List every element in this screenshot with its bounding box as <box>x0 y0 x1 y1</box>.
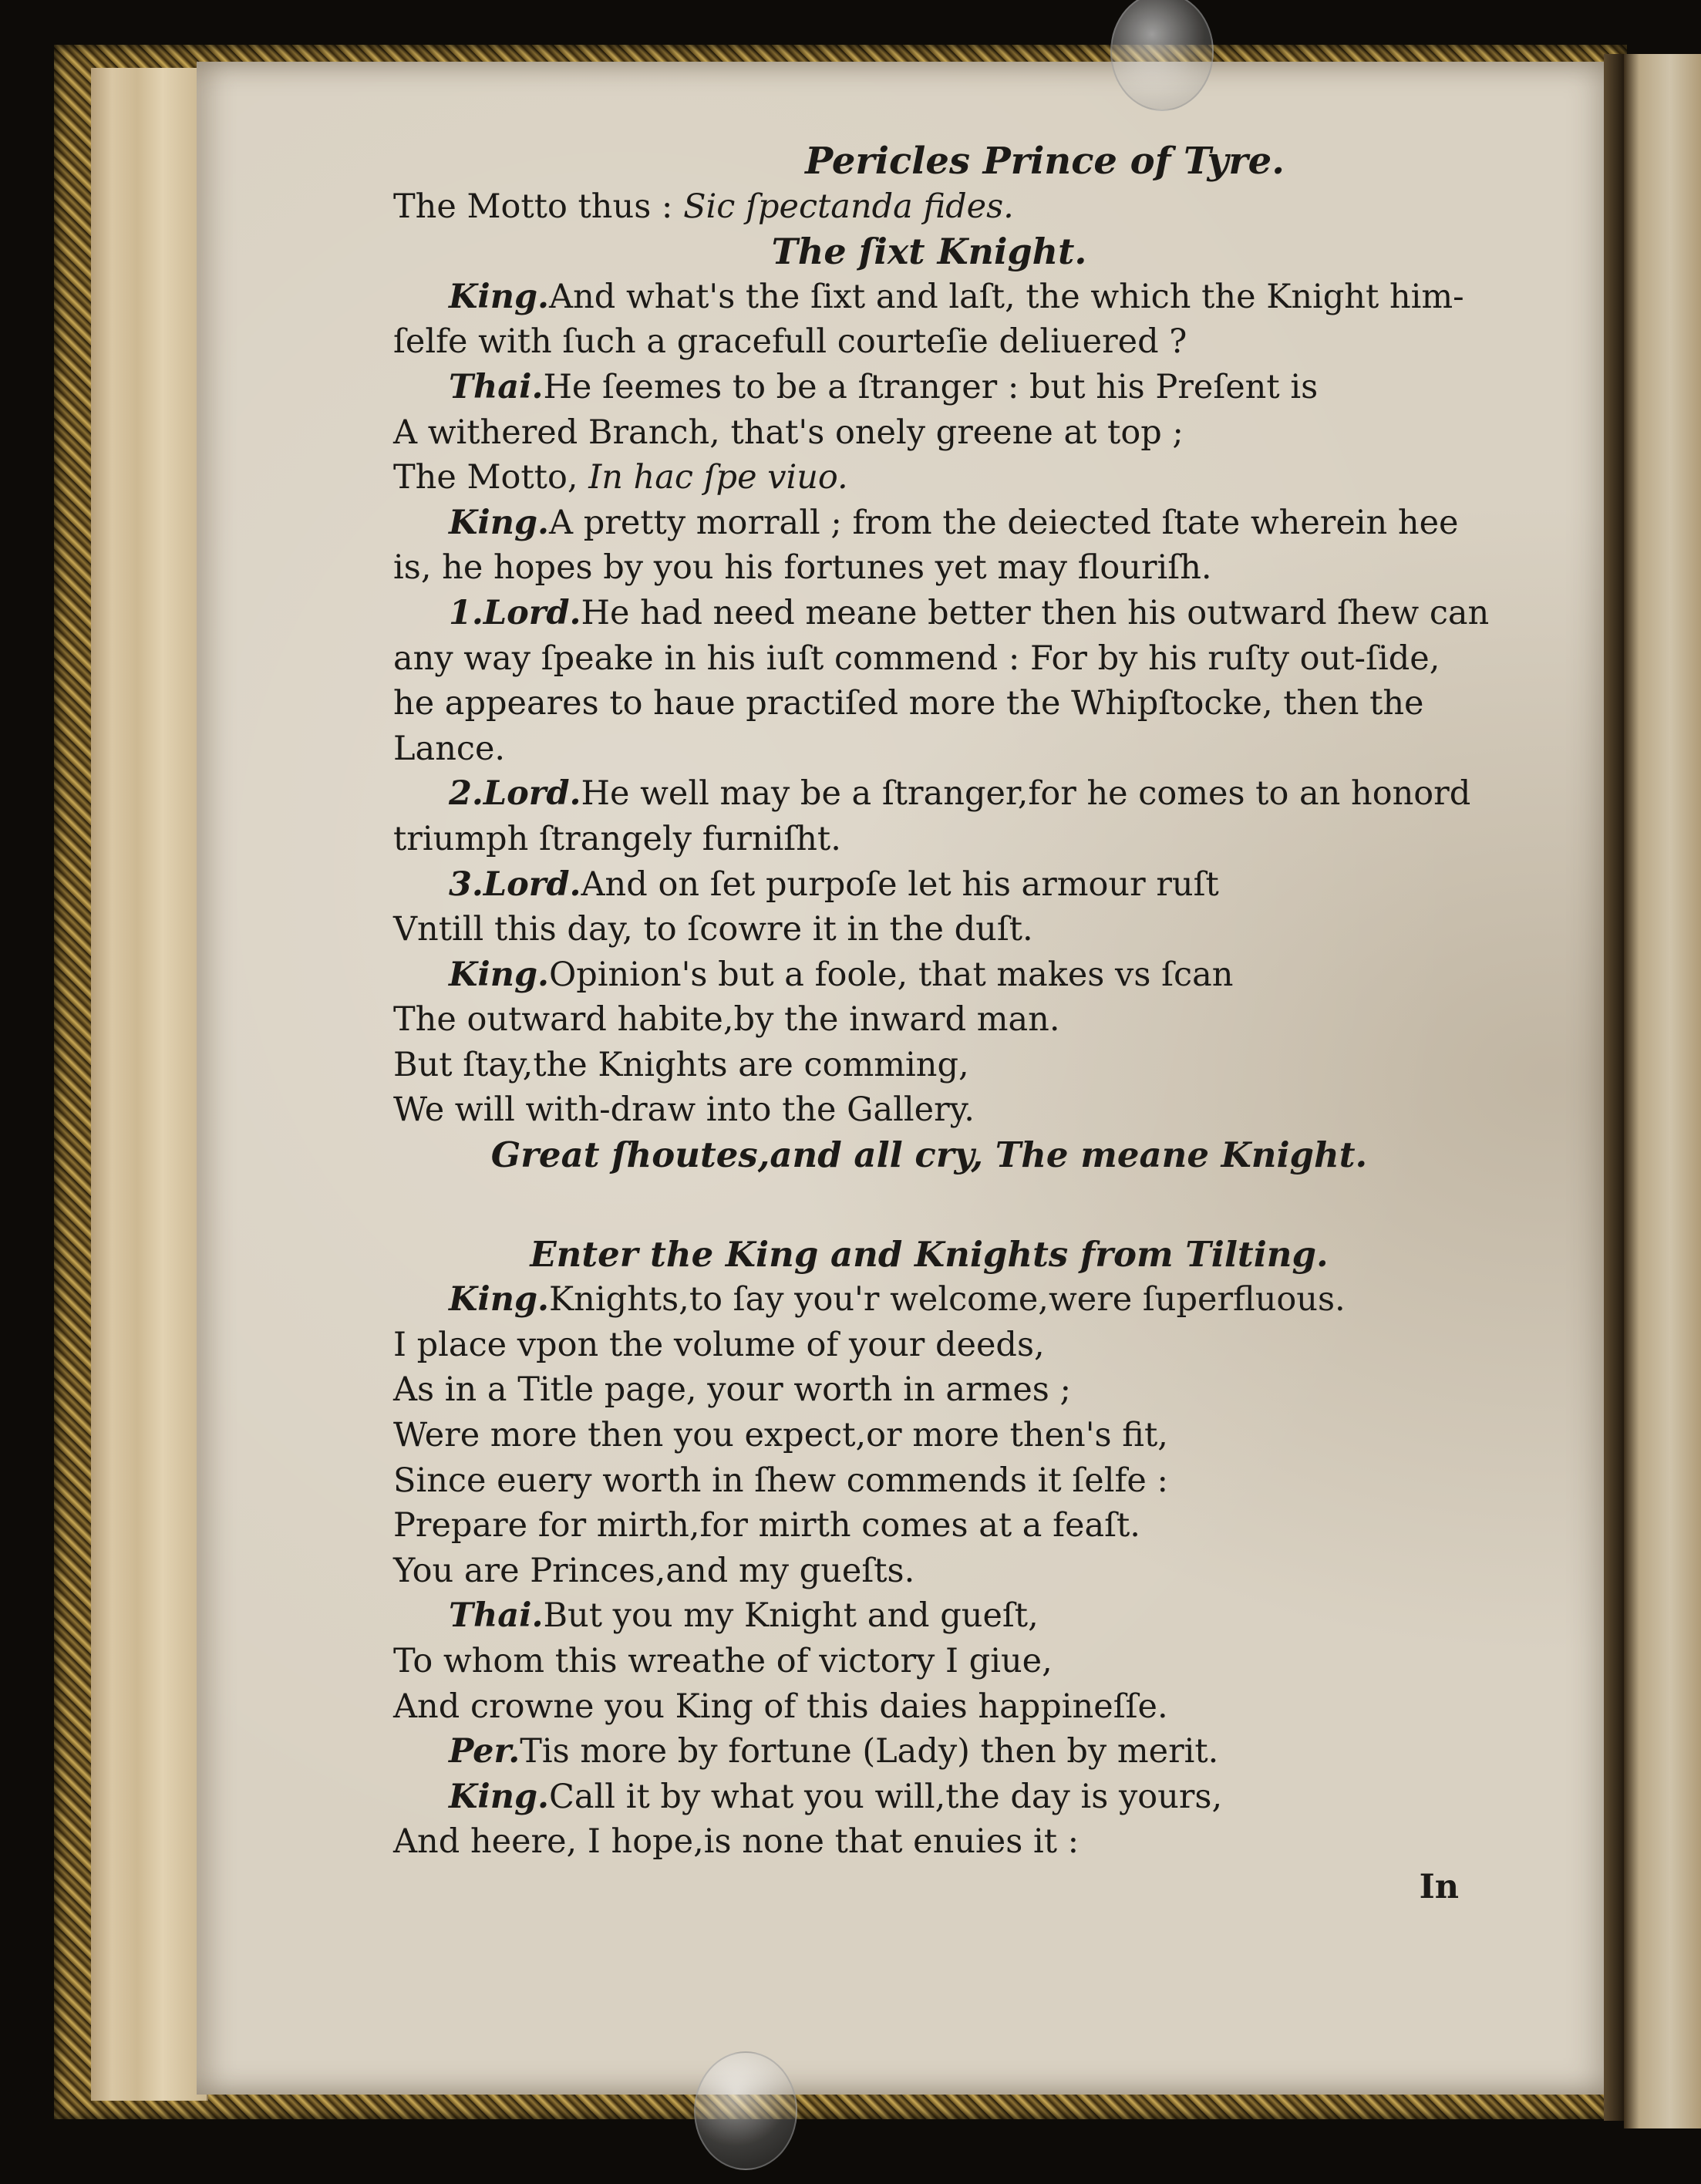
italic-motto: In hac ſpe viuo. <box>588 458 848 497</box>
line-text: The Motto thus : <box>393 187 684 226</box>
line-text: Prepare for mirth,for mirth comes at a feaſt. <box>393 1506 1140 1545</box>
speech-line <box>393 501 1465 546</box>
verse-line <box>393 681 1465 726</box>
speech-line <box>393 771 1471 817</box>
speaker-prefix: Thai. <box>449 1596 544 1636</box>
line-text: He well may be a ſtranger,for he comes to an honord <box>581 774 1471 814</box>
catchword: In <box>1419 1867 1459 1906</box>
speaker-prefix: King. <box>449 503 550 542</box>
line-text: Vntill this day, to ſcowre it in the duſt. <box>393 910 1033 949</box>
speech-line <box>393 591 1490 636</box>
speaker-prefix: King. <box>449 955 550 994</box>
stage-direction <box>393 1133 1465 1178</box>
line-text: Were more then you expect,or more then's fit, <box>393 1416 1168 1455</box>
verse-line <box>393 1639 1465 1684</box>
verse-line <box>393 1503 1465 1549</box>
speech-line <box>393 1277 1465 1323</box>
verse-line <box>393 997 1465 1043</box>
speaker-prefix: 1.Lord. <box>449 593 581 632</box>
line-text: A pretty morrall ; from the deiected ſtate wherein hee <box>549 503 1459 542</box>
line-text: The Motto, <box>393 458 589 497</box>
line-text: Opinion's but a foole, that makes vs ſcan <box>549 955 1234 994</box>
stage-direction <box>393 1232 1465 1278</box>
speech-line <box>393 862 1465 908</box>
line-text: he appeares to haue practiſed more the Whipſtocke, then the <box>393 684 1424 723</box>
speech-line <box>393 275 1465 320</box>
line-text: is, he hopes by you his fortunes yet may flouriſh. <box>393 548 1212 588</box>
verse-line <box>393 410 1465 456</box>
speech-line <box>393 1593 1465 1639</box>
speech-line <box>393 1775 1465 1820</box>
line-text: Lance. <box>393 729 506 768</box>
line-text: And on ſet purpoſe let his armour ruſt <box>581 865 1219 904</box>
line-text: But you my Knight and gueſt, <box>543 1596 1039 1636</box>
verse-line <box>393 907 1465 952</box>
speech-line <box>393 952 1465 998</box>
line-text: And what's the ſixt and laſt, the which the Knight him- <box>549 277 1464 316</box>
line-text: Knights,to ſay you'r welcome,were ſuperfluous. <box>549 1280 1346 1320</box>
verse-line <box>393 1413 1465 1458</box>
speaker-prefix: 3.Lord. <box>449 865 581 904</box>
page-text <box>393 139 1490 1910</box>
line-text: The outward habite,by the inward man. <box>393 1000 1060 1040</box>
line-text: He had need meane better then his outward ſhew can <box>581 593 1490 632</box>
glass-page-weight-bottom <box>694 2051 797 2170</box>
line-text: The ſixt Knight. <box>771 231 1087 273</box>
speaker-prefix: Thai. <box>449 367 544 406</box>
line-text: He ſeemes to be a ſtranger : but his Preſent is <box>543 367 1319 406</box>
verse-line <box>393 184 1465 230</box>
text-lines <box>393 184 1490 1910</box>
verse-line <box>393 1458 1465 1504</box>
line-text: Call it by what you will,the day is yours, <box>549 1777 1223 1816</box>
verse-line <box>393 636 1465 682</box>
line-text: And heere, I hope,is none that enuies it : <box>393 1822 1080 1862</box>
speaker-prefix: 2.Lord. <box>449 774 581 814</box>
verse-line <box>393 1323 1465 1368</box>
verse-line <box>393 455 1465 501</box>
line-text: Since euery worth in ſhew commends it ſelfe : <box>393 1461 1168 1500</box>
verse-line <box>393 1087 1465 1133</box>
running-head: Pericles Prince of Tyre. <box>805 140 1285 183</box>
verse-line <box>393 726 1465 772</box>
verse-line <box>393 545 1465 591</box>
facing-page-edge <box>1624 54 1701 2128</box>
verse-line <box>393 1684 1465 1730</box>
line-text: To whom this wreathe of victory I giue, <box>393 1642 1053 1680</box>
line-text: triumph ſtrangely furniſht. <box>393 819 841 858</box>
page-edges <box>91 68 208 2101</box>
line-text: You are Princes,and my gueſts. <box>393 1551 915 1590</box>
italic-motto: Sic ſpectanda fides. <box>683 187 1014 226</box>
speaker-prefix: King. <box>449 1777 550 1816</box>
line-text: ſelfe with ſuch a gracefull courteſie deliuered ? <box>393 322 1187 362</box>
line-text: any way ſpeake in his iuſt commend : For by his ruſty out-ſide, <box>393 639 1440 678</box>
line-text: I place vpon the volume of your deeds, <box>393 1325 1045 1364</box>
scene-heading <box>393 229 1465 275</box>
line-text: But ſtay,the Knights are comming, <box>393 1045 969 1084</box>
speech-line <box>393 365 1465 410</box>
line-text: And crowne you King of this daies happineſſe. <box>393 1687 1168 1726</box>
verse-line <box>393 1367 1465 1413</box>
blank-line <box>393 1178 1465 1232</box>
verse-line <box>393 1549 1465 1594</box>
speaker-prefix: Per. <box>449 1732 520 1771</box>
line-text: A withered Branch, that's onely greene at top ; <box>393 413 1184 452</box>
line-text: Enter the King and Knights from Tilting. <box>530 1233 1329 1275</box>
speaker-prefix: King. <box>449 1280 550 1320</box>
verse-line <box>393 817 1465 862</box>
line-text: Great ſhoutes,and all cry, The meane Knight. <box>490 1134 1368 1176</box>
verse-line <box>393 1043 1465 1088</box>
line-text: As in a Title page, your worth in armes ; <box>393 1370 1072 1410</box>
verse-line <box>393 1819 1465 1865</box>
line-text: We will with-draw into the Gallery. <box>393 1090 975 1130</box>
speech-line <box>393 1729 1465 1775</box>
verse-line <box>393 319 1465 365</box>
line-text: Tis more by fortune (Lady) then by merit. <box>520 1732 1219 1771</box>
speaker-prefix: King. <box>449 277 550 316</box>
